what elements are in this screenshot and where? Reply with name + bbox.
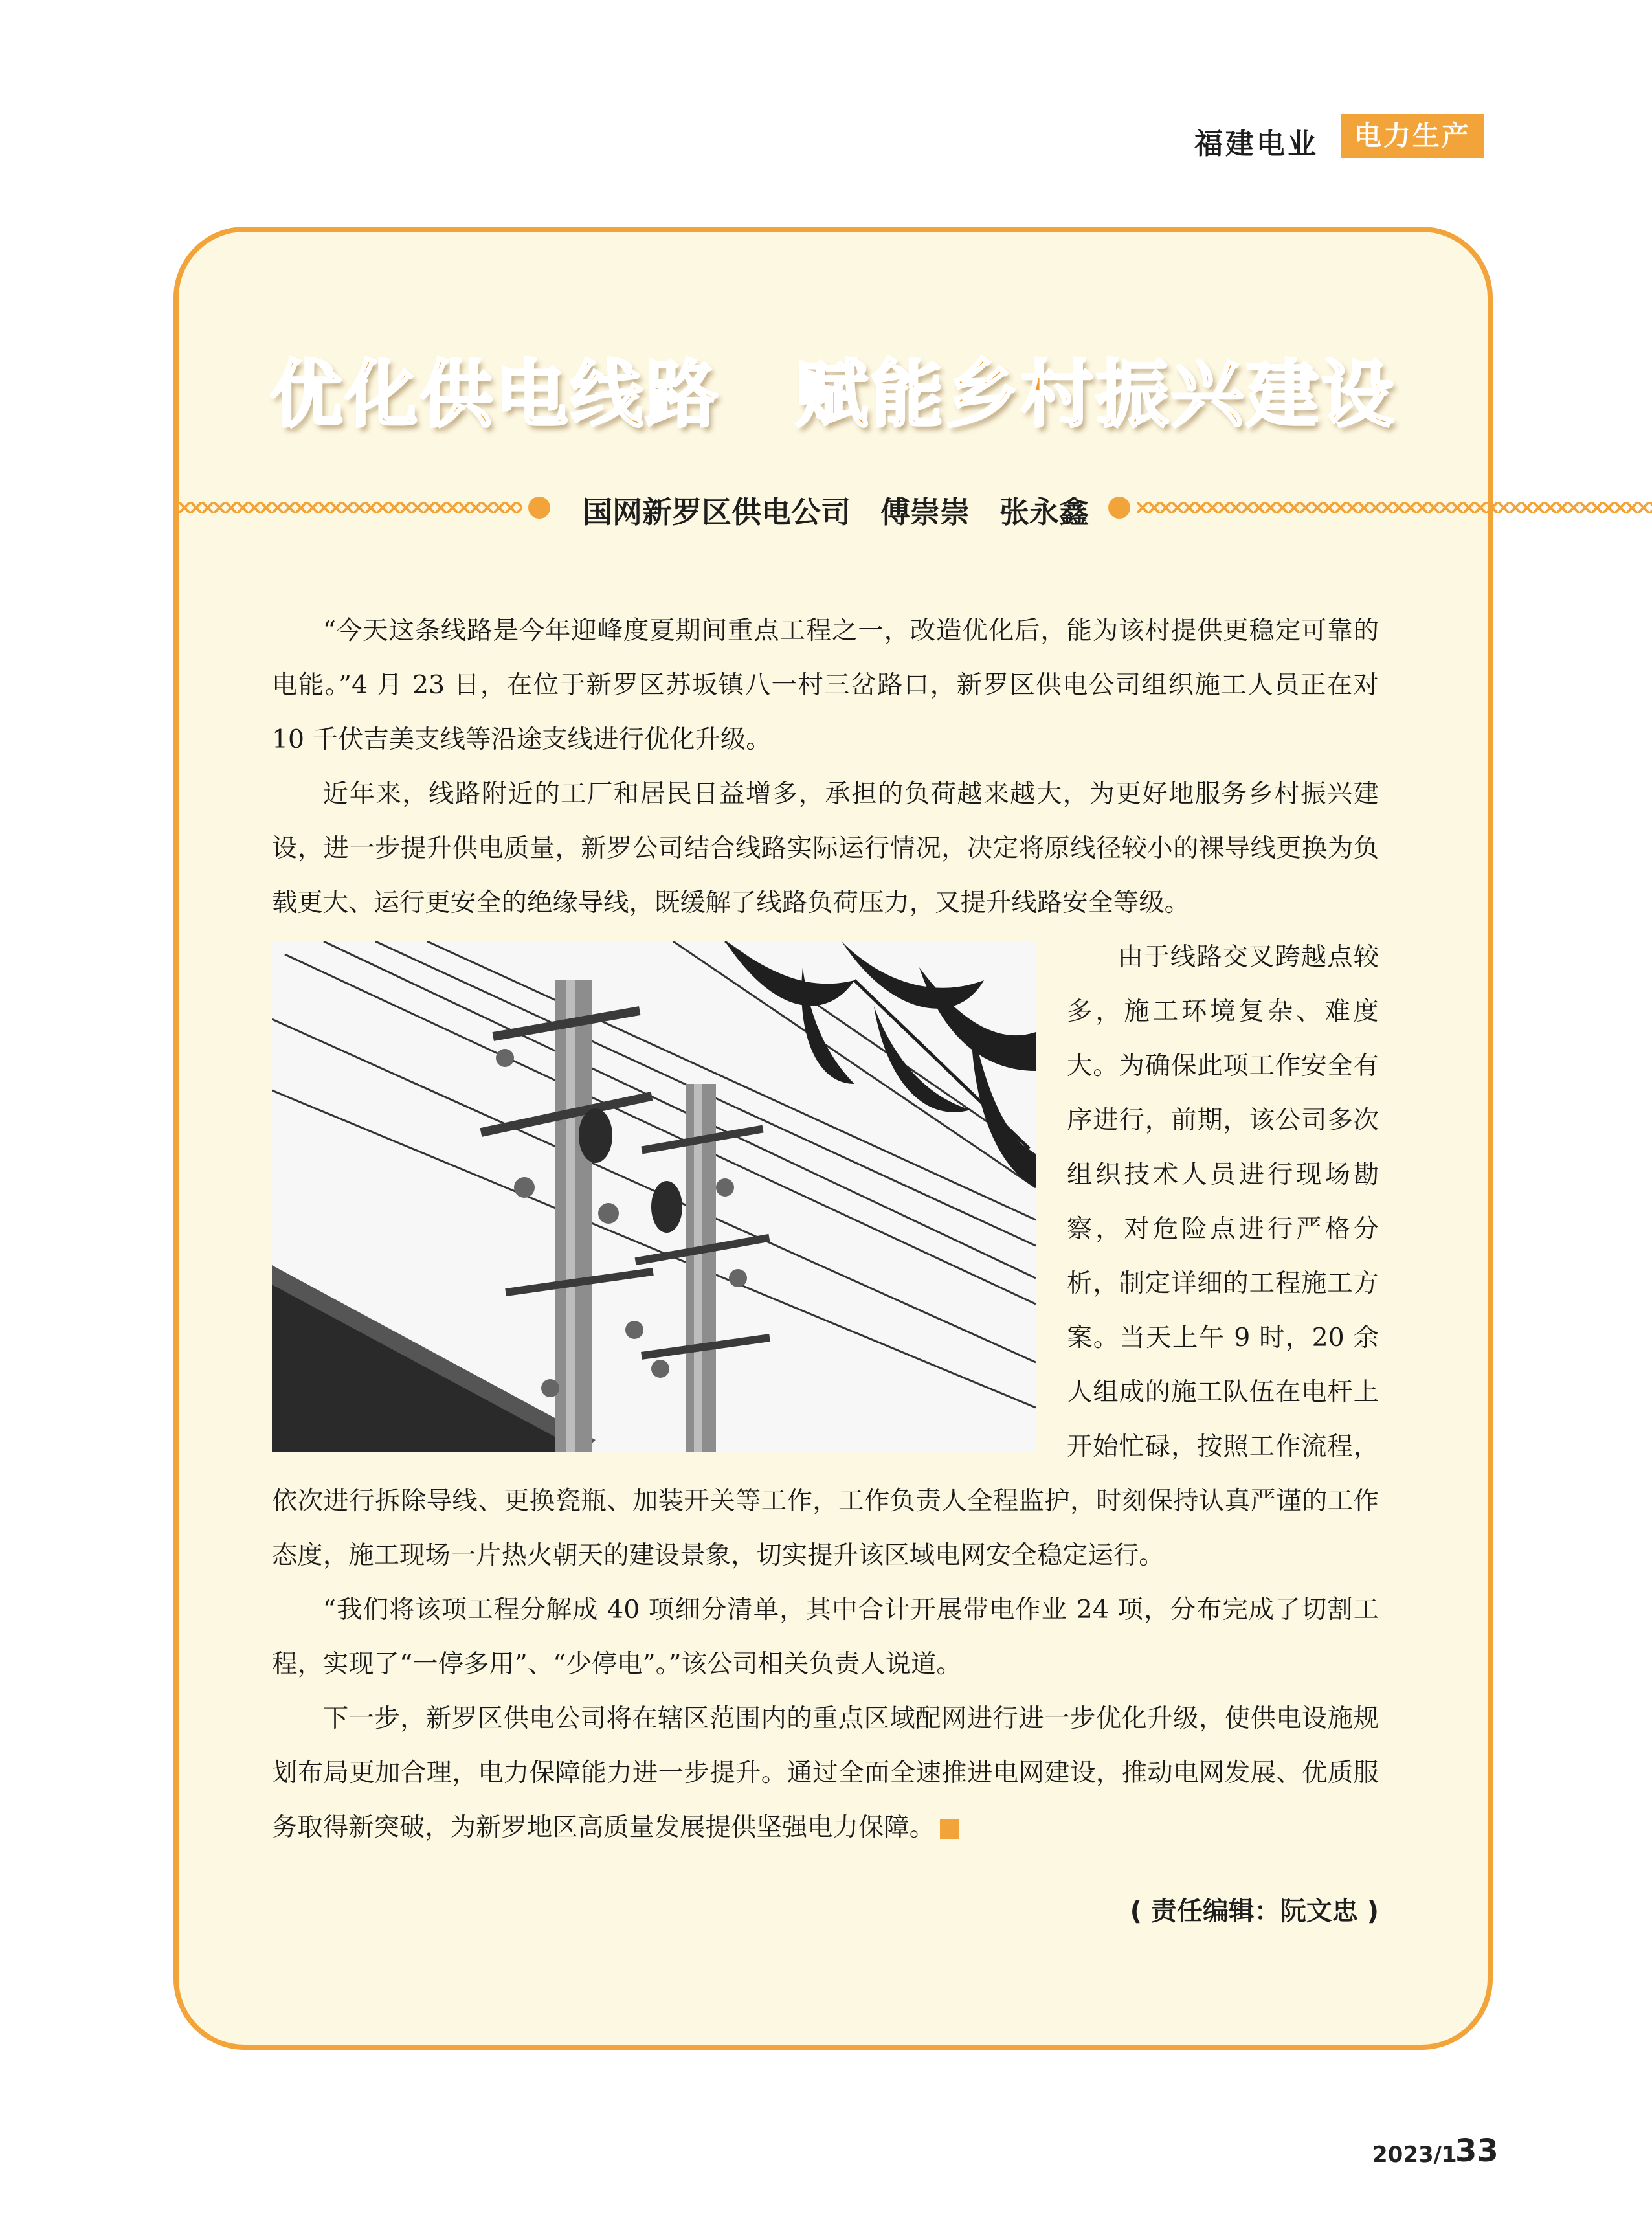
column-tag: 电力生产 <box>1341 114 1484 158</box>
bullet-dot-right <box>1108 497 1130 519</box>
page-number: 33 <box>1455 2133 1499 2169</box>
editor-credit: ( 责任编辑：阮文忠 ) <box>1130 1896 1379 1926</box>
paragraph-2: 近年来，线路附近的工厂和居民日益增多，承担的负荷越来越大，为更好地服务乡村振兴建设，进一步提升供电质量，新罗公司结合线路实际运行情况，决定将原线径较小的裸导线更换为负载更大、运行更安全的绝缘导线，既缓解了线路负荷压力，又提升线路安全等级。 <box>272 779 1379 917</box>
issue-number: 2023/1 <box>1372 2142 1457 2168</box>
byline: 国网新罗区供电公司 傅崇崇 张永鑫 <box>583 495 1089 530</box>
end-mark-icon <box>940 1819 959 1839</box>
article-title: 优化供电线路 赋能乡村振兴建设 <box>270 353 1396 437</box>
magazine-name: 福建电业 <box>1194 128 1319 161</box>
utility-pole-photo-icon <box>272 941 1036 1452</box>
bullet-dot-left <box>528 497 550 519</box>
byline-row <box>179 482 1488 534</box>
paragraph-4: “我们将该项工程分解成 40 项细分清单，其中合计开展带电作业 24 项，分布完成了切割工程，实现了“一停多用”、“少停电”。”该公司相关负责人说道。 <box>272 1595 1379 1679</box>
paragraph-5 <box>272 1691 1379 1854</box>
utility-pole-photo <box>272 941 1036 1452</box>
article-body <box>272 603 1379 1854</box>
paragraph-3: 由于线路交叉跨越点较多，施工环境复杂、难度大。为确保此项工作安全有序进行，前期，该公司多次组织技术人员进行现场勘察，对危险点进行严格分析，制定详细的工程施工方案。当天上午 9 时，20 余人组成的施工队伍在电杆上开始忙碌，按照工作流程，依次进行拆除导线、更换瓷瓶、加装开关等工作，工作负责人全程监护，时刻保持认真严谨的工作态度，施工现场一片热火朝天的建设景象，切实提升该区域电网安全稳定运行。 <box>272 942 1379 1570</box>
diamond-rule-right <box>1137 502 1652 513</box>
paragraph-5-text: 下一步，新罗区供电公司将在辖区范围内的重点区域配网进行进一步优化升级，使供电设施规划布局更加合理，电力保障能力进一步提升。通过全面全速推进电网建设，推动电网发展、优质服务取得新突破，为新罗地区高质量发展提供坚强电力保障。 <box>272 1703 1379 1842</box>
paragraph-1: “今天这条线路是今年迎峰度夏期间重点工程之一，改造优化后，能为该村提供更稳定可靠的电能。”4 月 23 日，在位于新罗区苏坂镇八一村三岔路口，新罗区供电公司组织施工人员正在对 10 千伏吉美支线等沿途支线进行优化升级。 <box>272 616 1379 754</box>
diamond-rule-left <box>179 502 522 513</box>
